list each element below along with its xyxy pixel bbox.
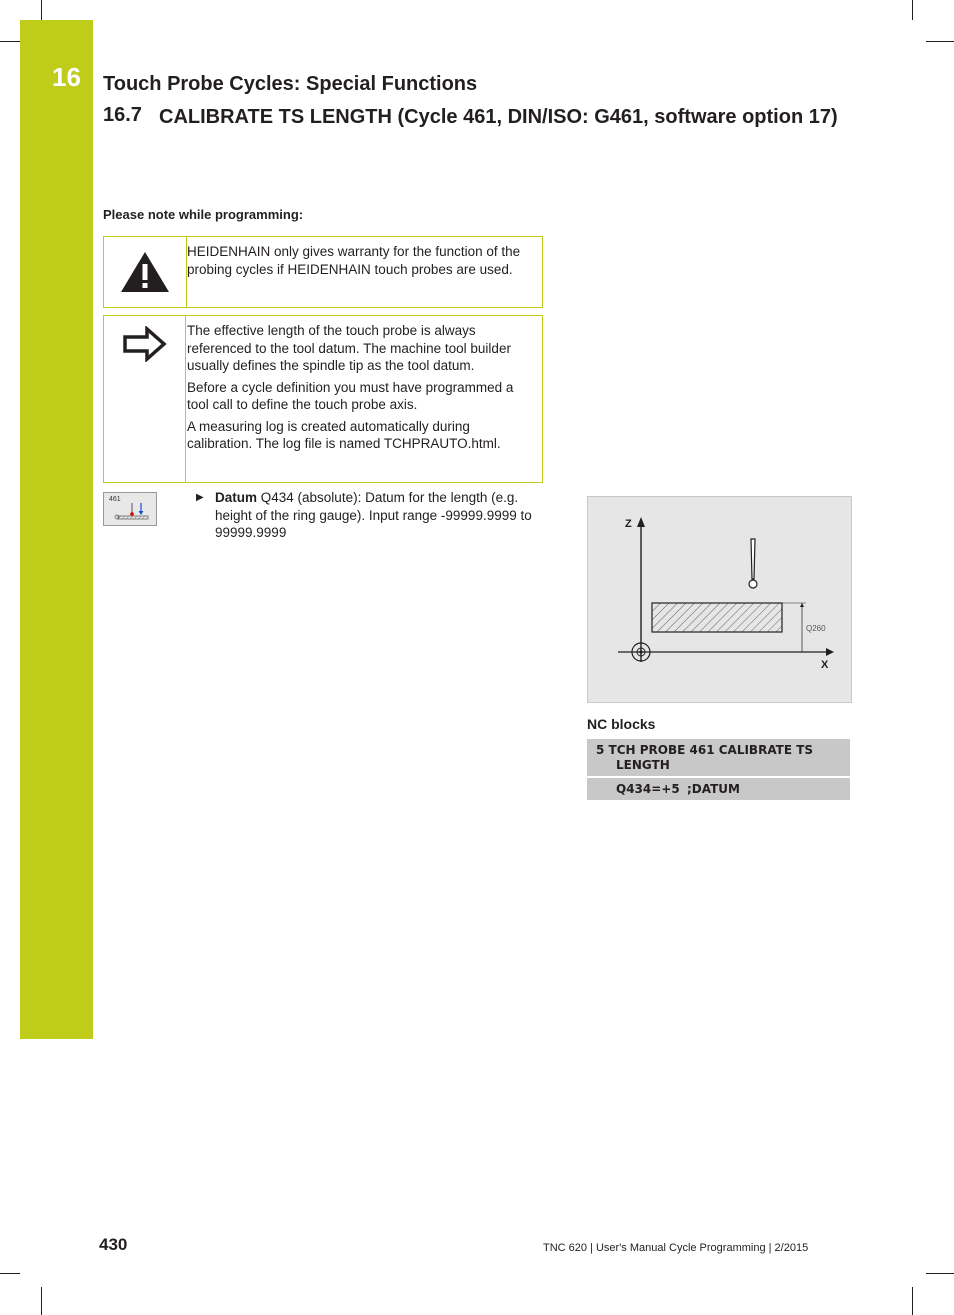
footer-text: TNC 620 | User's Manual Cycle Programming | 2/2015	[543, 1242, 809, 1254]
section-title: CALIBRATE TS LENGTH (Cycle 461, DIN/ISO: G461, software option 17)	[159, 106, 838, 128]
parameter-body	[215, 489, 544, 542]
crop-mark	[912, 0, 913, 20]
warning-icon	[104, 237, 187, 307]
crop-mark	[0, 41, 20, 42]
nc-code: Q434=+5	[616, 782, 680, 796]
dimension-label: Q260	[806, 624, 826, 633]
cycle-461-soft-key-icon	[103, 492, 157, 526]
nc-comment: ;DATUM	[687, 782, 740, 796]
nc-block-row	[587, 739, 850, 776]
parameter-detail: Q434 (absolute): Datum for the length (e.g. height of the ring gauge). Input range -99999.9999 to 99999.9999	[215, 490, 532, 540]
info-note	[103, 315, 543, 483]
arrow-right-icon	[104, 316, 186, 482]
info-text	[187, 322, 534, 457]
info-paragraph: Before a cycle definition you must have programmed a tool call to define the touch probe axis.	[187, 379, 514, 412]
parameter-description	[196, 489, 544, 542]
axis-label-z: Z	[625, 518, 632, 530]
nc-line: 5 TCH PROBE 461 CALIBRATE TS	[596, 743, 814, 757]
nc-blocks-heading: NC blocks	[587, 716, 656, 732]
axis-label-x: X	[821, 659, 829, 671]
icon-label: 461	[109, 496, 121, 503]
chapter-tab-bar	[20, 20, 93, 1039]
nc-block-row	[587, 778, 850, 800]
nc-line-continuation: LENGTH	[616, 758, 670, 772]
crop-mark	[41, 1287, 42, 1315]
info-paragraph: A measuring log is created automatically during calibration. The log file is named TCHPRAUTO.html.	[187, 418, 501, 451]
programming-heading: Please note while programming:	[103, 207, 304, 222]
info-paragraph: The effective length of the touch probe is always referenced to the tool datum. The machine tool builder usually defines the spindle tip as the tool datum.	[187, 323, 511, 373]
warning-note	[103, 236, 543, 308]
parameter-name: Datum	[215, 490, 258, 505]
crop-mark	[926, 41, 954, 42]
crop-mark	[926, 1273, 954, 1274]
bullet-arrow-icon: ▶	[196, 492, 204, 503]
chapter-title: Touch Probe Cycles: Special Functions	[103, 73, 478, 95]
page-number: 430	[99, 1235, 128, 1254]
cycle-figure	[587, 496, 852, 703]
crop-mark	[0, 1273, 20, 1274]
section-number: 16.7	[103, 104, 142, 126]
crop-mark	[912, 1287, 913, 1315]
chapter-number: 16	[52, 62, 81, 92]
crop-mark	[41, 0, 42, 20]
warning-text	[187, 243, 534, 282]
warning-paragraph: HEIDENHAIN only gives warranty for the function of the probing cycles if HEIDENHAIN touch probes are used.	[187, 244, 521, 277]
